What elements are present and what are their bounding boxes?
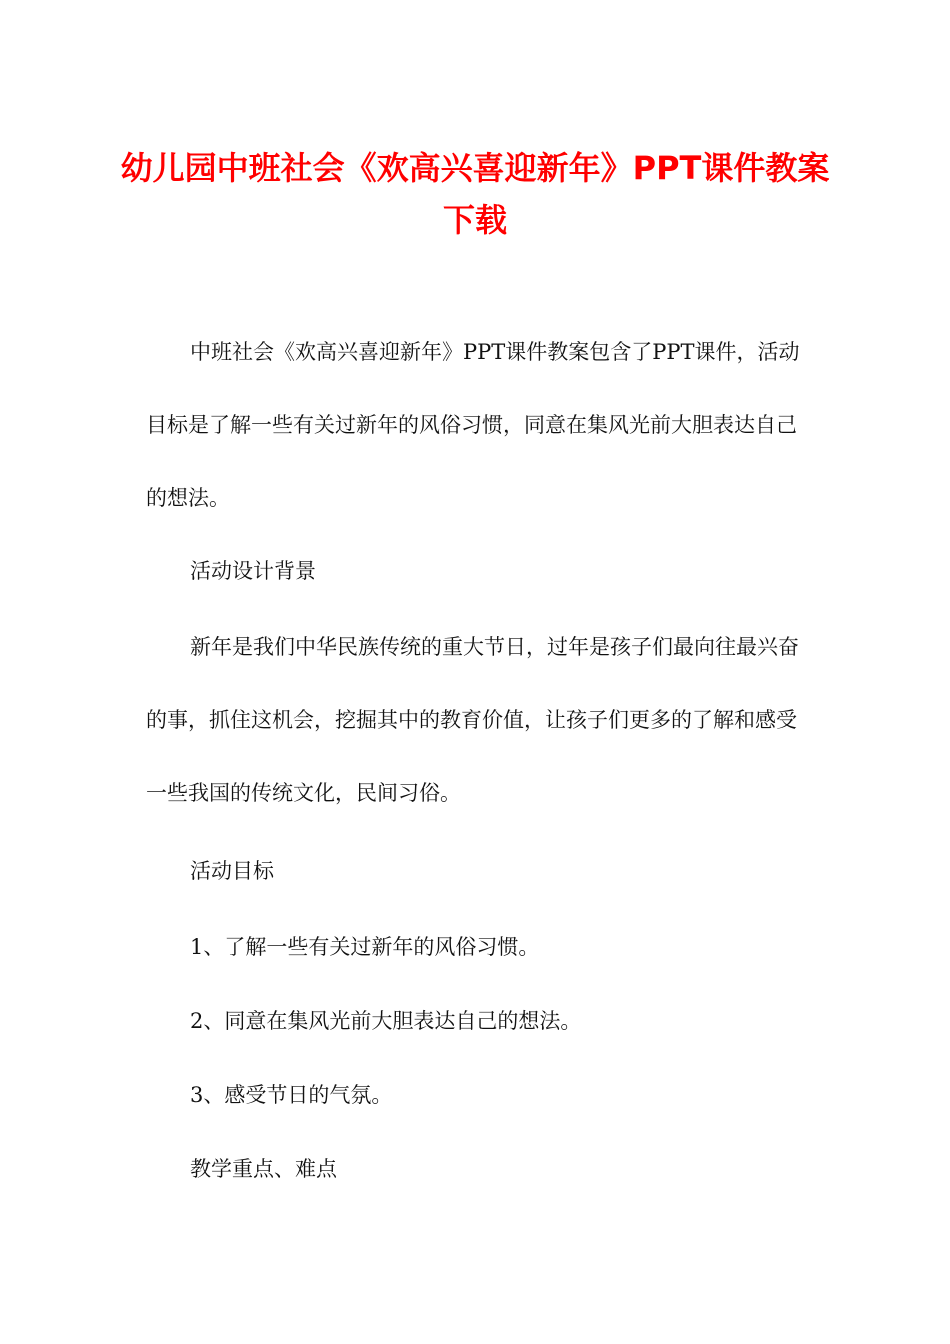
goal-item-3: 3、感受节日的气氛。 <box>190 1083 393 1107</box>
heading-activity-goals: 活动目标 <box>190 859 274 883</box>
paragraph-intro: 中班社会《欢高兴喜迎新年》PPT课件教案包含了PPT课件，活动目标是了解一些有关过新年的风俗习惯，同意在集风光前大胆表达自己的想法。 <box>146 340 800 510</box>
paragraph-background: 新年是我们中华民族传统的重大节日，过年是孩子们最向往最兴奋的事，抓住这机会，挖掘其中的教育价值，让孩子们更多的了解和感受一些我国的传统文化，民间习俗。 <box>146 635 799 805</box>
goal-item-1: 1、了解一些有关过新年的风俗习惯。 <box>190 935 540 959</box>
heading-teaching-focus: 教学重点、难点 <box>190 1157 337 1181</box>
heading-activity-background: 活动设计背景 <box>190 559 316 583</box>
goal-item-2: 2、同意在集风光前大胆表达自己的想法。 <box>190 1009 582 1033</box>
document-title: 幼儿园中班社会《欢高兴喜迎新年》PPT课件教案下载 <box>120 149 830 239</box>
